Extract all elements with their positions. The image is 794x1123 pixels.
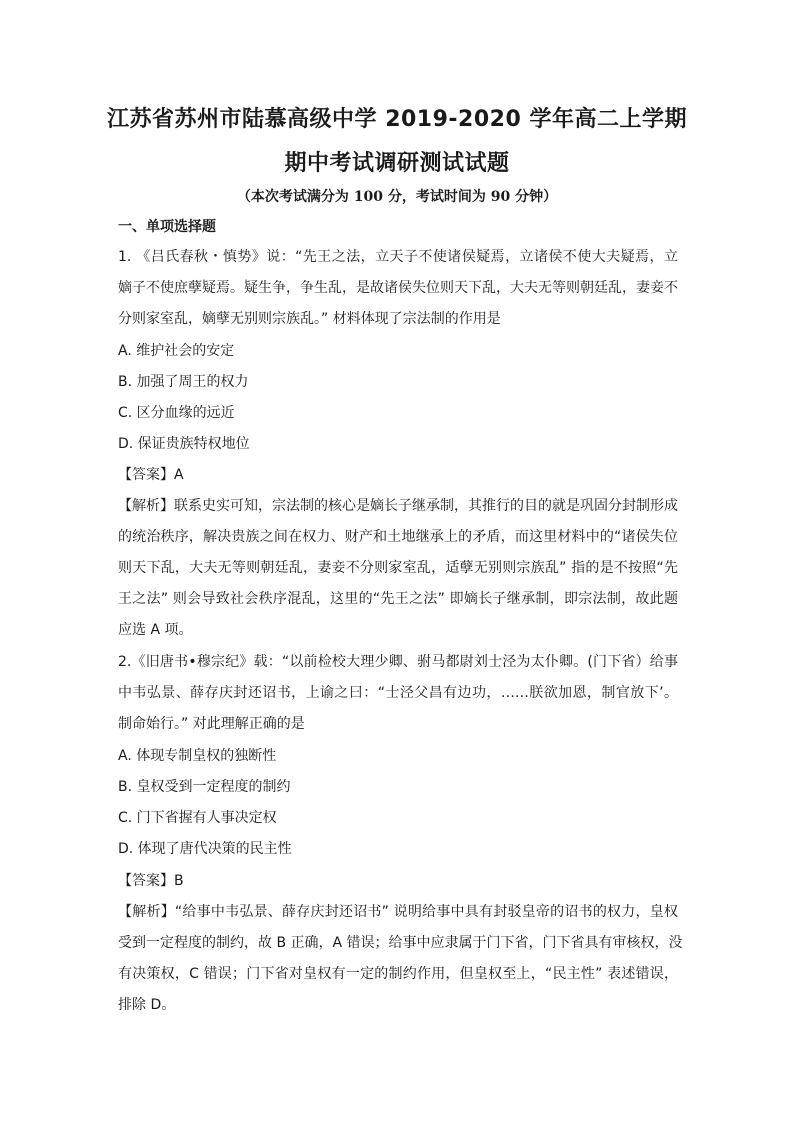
q1-analysis-line: 的统治秩序，解决贵族之间在权力、财产和土地继承上的矛盾，而这里材料中的“诸侯失位 xyxy=(118,529,678,545)
q1-analysis-line: 则天下乱，大夫无等则朝廷乱，妻妾不分则家室乱，适孽无别则宗族乱” 指的是不按照“先 xyxy=(118,560,678,576)
q1-analysis-line: 应选 A 项。 xyxy=(118,622,193,638)
q1-option-a: A. 维护社会的安定 xyxy=(118,343,235,359)
q1-stem-line: 分则家室乱，嫡孽无别则宗族乱。” 材料体现了宗法制的作用是 xyxy=(118,311,501,327)
q1-answer: 【答案】A xyxy=(118,467,184,483)
q1-stem-line: 1. 《吕氏春秋・慎势》说：“先王之法，立天子不使诸侯疑焉，立诸侯不使大夫疑焉，立 xyxy=(118,249,678,265)
q2-analysis-line: 排除 D。 xyxy=(118,997,176,1013)
q2-option-c: C. 门下省握有人事决定权 xyxy=(118,810,277,826)
document-title-line-1: 江苏省苏州市陆慕高级中学 2019-2020 学年高二上学期 xyxy=(107,107,687,132)
q2-stem-line: 中韦弘景、薛存庆封还诏书，上谕之曰：“士泾父昌有边功，……朕欲加恩，制官放下’。 xyxy=(118,685,678,701)
exam-info: （本次考试满分为 100 分，考试时间为 90 分钟） xyxy=(236,189,558,205)
q2-option-a: A. 体现专制皇权的独断性 xyxy=(118,748,277,764)
q2-option-d: D. 体现了唐代决策的民主性 xyxy=(118,841,292,857)
q1-option-b: B. 加强了周王的权力 xyxy=(118,374,249,390)
q2-option-b: B. 皇权受到一定程度的制约 xyxy=(118,779,291,795)
document-title-line-2: 期中考试调研测试试题 xyxy=(284,151,510,176)
q2-answer: 【答案】B xyxy=(118,873,184,889)
q1-analysis-line: 【解析】联系史实可知，宗法制的核心是嫡长子继承制，其推行的目的就是巩固分封制形成 xyxy=(118,498,678,514)
q1-stem-line: 嫡子不使庶孽疑焉。疑生争，争生乱，是故诸侯失位则天下乱，大夫无等则朝廷乱，妻妾不 xyxy=(118,280,678,296)
q2-stem-line: 2.《旧唐书•穆宗纪》载：“以前检校大理少卿、驸马都尉刘士泾为太仆卿。(门下省）给事 xyxy=(118,654,678,670)
q2-analysis-line: 【解析】“给事中韦弘景、薛存庆封还诏书” 说明给事中具有封驳皇帝的诏书的权力，皇权 xyxy=(118,904,678,920)
q1-option-c: C. 区分血缘的远近 xyxy=(118,405,235,421)
q1-option-d: D. 保证贵族特权地位 xyxy=(118,436,250,452)
section-title: 一、单项选择题 xyxy=(118,219,216,235)
q2-analysis-line: 有决策权，C 错误；门下省对皇权有一定的制约作用，但皇权至上，“民主性” 表述错误， xyxy=(118,966,678,982)
q2-stem-line: 制命始行。” 对此理解正确的是 xyxy=(118,716,305,732)
q2-analysis-line: 受到一定程度的制约，故 B 正确，A 错误；给事中应隶属于门下省，门下省具有审核权，没 xyxy=(118,935,683,951)
q1-analysis-line: 王之法” 则会导致社会秩序混乱，这里的“先王之法” 即嫡长子继承制，即宗法制，故此题 xyxy=(118,591,678,607)
